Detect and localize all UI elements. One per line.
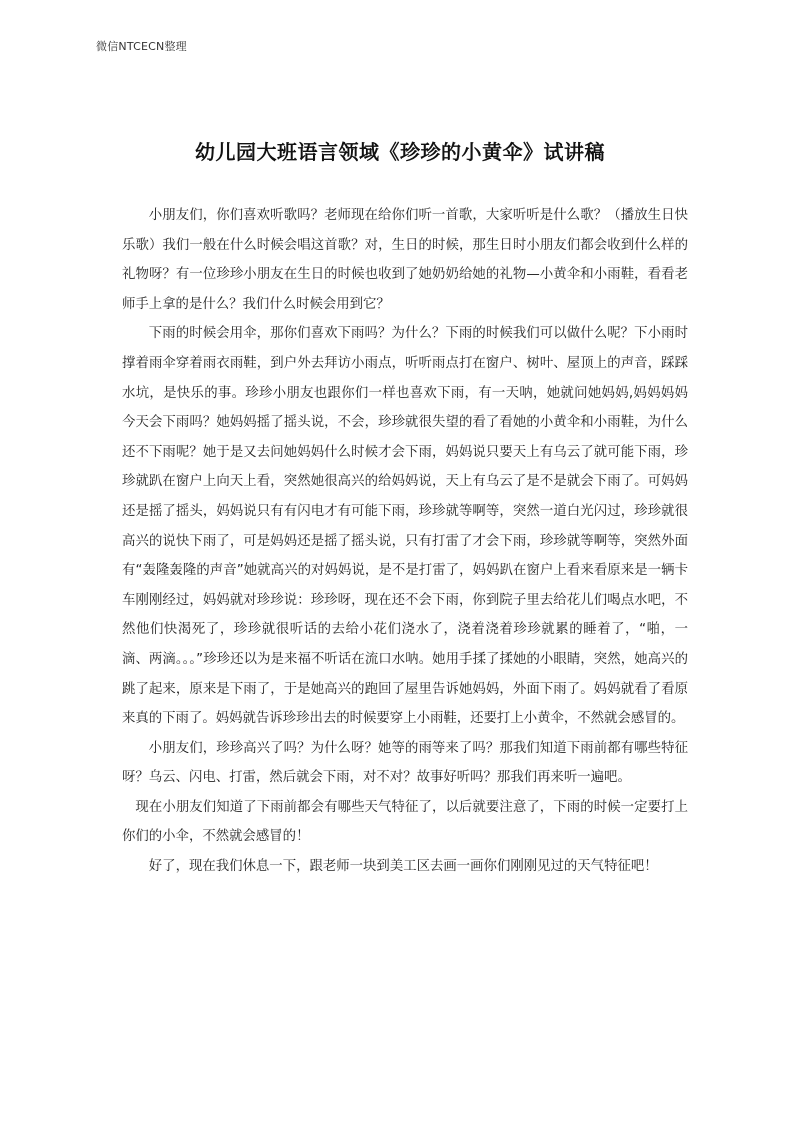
- paragraph-intro: 小朋友们，你们喜欢听歌吗？老师现在给你们听一首歌，大家听听是什么歌？（播放生日快乐歌）我们一般在什么时候会唱这首歌？对，生日的时候，那生日时小朋友们都会收到什么样的礼物呀？有一位珍珍小朋友在生日的时候也收到了她奶奶给她的礼物—小黄伞和小雨鞋，看看老师手上拿的是什么？我们什么时候会用到它？: [122, 208, 688, 312]
- header-note: 微信NTCECN整理: [96, 40, 187, 53]
- document-title: 幼儿园大班语言领域《珍珍的小黄伞》试讲稿: [195, 140, 605, 164]
- paragraph-story: 下雨的时候会用伞，那你们喜欢下雨吗？为什么？下雨的时候我们可以做什么呢？下小雨时撑着雨伞穿着雨衣雨鞋，到户外去拜访小雨点，听听雨点打在窗户、树叶、屋顶上的声音，踩踩水坑，是快乐的事。珍珍小朋友也跟你们一样也喜欢下雨，有一天呐，她就问她妈妈,妈妈妈妈今天会下雨吗？她妈妈摇了摇头说，不会，珍珍就很失望的看了看她的小黄伞和小雨鞋，为什么还不下雨呢？她于是又去问她妈妈什么时候才会下雨，妈妈说只要天上有乌云了就可能下雨，珍珍就趴在窗户上向天上看，突然她很高兴的给妈妈说，天上有乌云了是不是就会下雨了。可妈妈还是摇了摇头，妈妈说只有有闪电才有可能下雨，珍珍就等啊等，突然一道白光闪过，珍珍就很高兴的说快下雨了，可是妈妈还是摇了摇头说，只有打雷了才会下雨，珍珍就等啊等，突然外面有“轰隆轰隆的声音”她就高兴的对妈妈说，是不是打雷了，妈妈趴在窗户上看来看原来是一辆卡车刚刚经过，妈妈就对珍珍说：珍珍呀，现在还不会下雨，你到院子里去给花儿们喝点水吧，不然他们快渴死了，珍珍就很听话的去给小花们浇水了，浇着浇着珍珍就累的睡着了，“啪，一滴、两滴。。。”珍珍还以为是来福不听话在流口水呐。她用手揉了揉她的小眼睛，突然，她高兴的跳了起来，原来是下雨了，于是她高兴的跑回了屋里告诉她妈妈，外面下雨了。妈妈就看了看原来真的下雨了。妈妈就告诉珍珍出去的时候要穿上小雨鞋，还要打上小黄伞，不然就会感冒的。: [122, 326, 688, 727]
- document-body: [122, 201, 688, 882]
- paragraph-closing: 好了，现在我们休息一下，跟老师一块到美工区去画一画你们刚刚见过的天气特征吧！: [148, 859, 658, 875]
- paragraph-questions: 小朋友们，珍珍高兴了吗？为什么呀？她等的雨等来了吗？那我们知道下雨前都有哪些特征呀？乌云、闪电、打雷，然后就会下雨，对不对？故事好听吗？那我们再来听一遍吧。: [122, 740, 688, 786]
- paragraph-summary: 现在小朋友们知道了下雨前都会有哪些天气特征了，以后就要注意了，下雨的时候一定要打上你们的小伞，不然就会感冒的！: [122, 799, 688, 845]
